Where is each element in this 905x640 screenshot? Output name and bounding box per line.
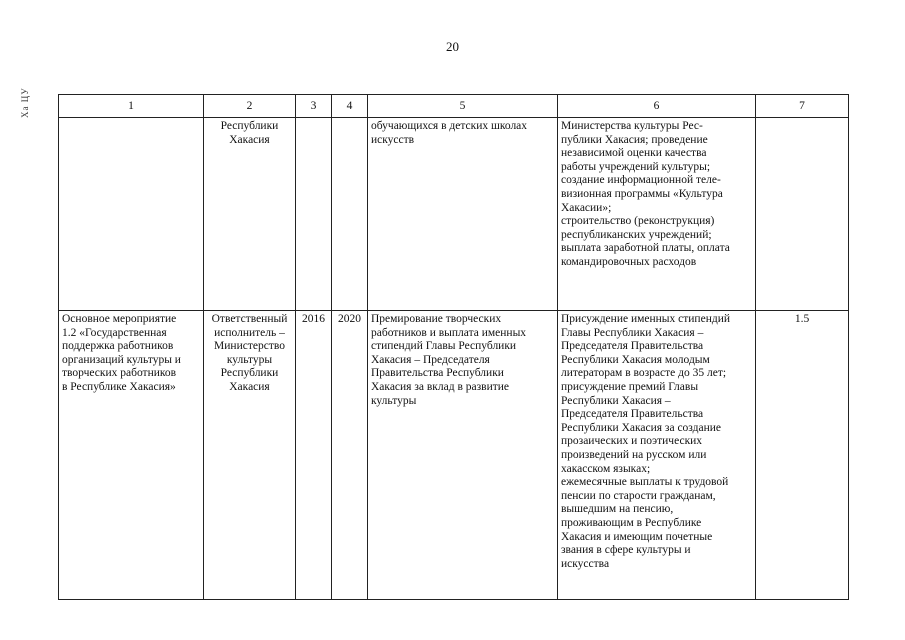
table-header-row <box>59 95 849 118</box>
table-cell-directions: Министерства культуры Рес- публики Хакасия; проведение независимой оценки качества работы учреждений культуры; создание информационной теле- визионная программы «Культура Хакасии»; строительство (реконструкция) республиканских учреждений; выплата заработной платы, оплата командировочных расходов <box>558 118 756 311</box>
header-cell: 4 <box>332 95 368 118</box>
table-cell-indicator: 1.5 <box>756 311 849 600</box>
table-cell-activity <box>59 118 204 311</box>
header-cell: 1 <box>59 95 204 118</box>
table-cell-start-year <box>296 118 332 311</box>
table-cell-start-year: 2016 <box>296 311 332 600</box>
table-cell-end-year <box>332 118 368 311</box>
table-cell-executor: Республики Хакасия <box>204 118 296 311</box>
header-cell: 7 <box>756 95 849 118</box>
header-cell: 3 <box>296 95 332 118</box>
side-margin-mark: Ха ЦУ <box>20 87 30 118</box>
table-cell-end-year: 2020 <box>332 311 368 600</box>
table-row <box>59 118 849 311</box>
table-cell-directions: Присуждение именных стипендий Главы Республики Хакасия – Председателя Правительства Республики Хакасия молодым литераторам в возрасте до 35 лет; присуждение премий Главы Республики Хакасия – Председателя Правительства Республики Хакасия за создание прозаических и поэтических произведений на русском или хакасском языках; ежемесячные выплаты к трудовой пенсии по старости гражданам, вышедшим на пенсию, проживающим в Республике Хакасия и имеющим почетные звания в сфере культуры и искусства <box>558 311 756 600</box>
table-cell-executor: Ответственный исполнитель – Министерство культуры Республики Хакасия <box>204 311 296 600</box>
table-cell-expected-result: обучающихся в детских школах искусств <box>368 118 558 311</box>
header-cell: 5 <box>368 95 558 118</box>
table-cell-expected-result: Премирование творческих работников и выплата именных стипендий Главы Республики Хакасия – Председателя Правительства Республики Хакасия за вклад в развитие культуры <box>368 311 558 600</box>
table-cell-activity: Основное мероприятие 1.2 «Государственная поддержка работников организаций культуры и творческих работников в Республике Хакасия» <box>59 311 204 600</box>
header-cell: 6 <box>558 95 756 118</box>
header-cell: 2 <box>204 95 296 118</box>
page-number: 20 <box>446 39 459 54</box>
program-table <box>58 94 849 600</box>
table-cell-indicator <box>756 118 849 311</box>
table-row <box>59 311 849 600</box>
